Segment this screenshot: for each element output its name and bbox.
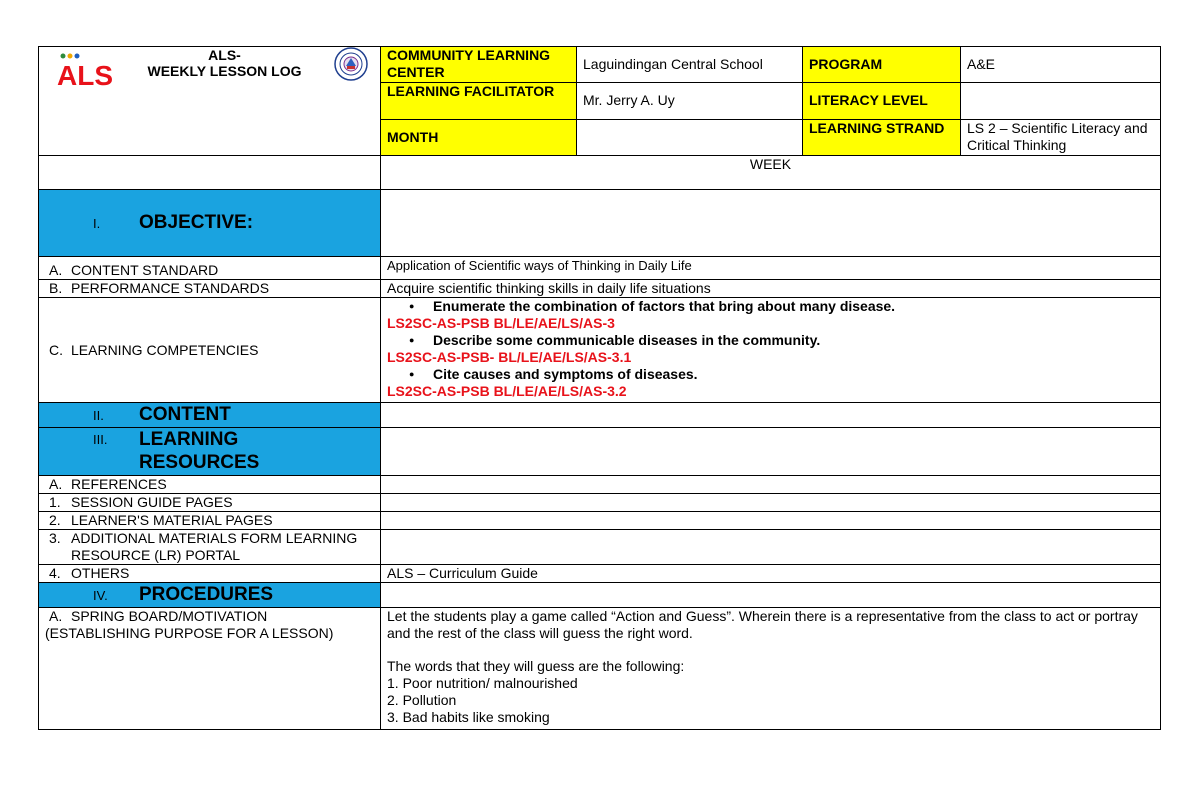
procedures-value (381, 583, 1161, 608)
literacy-level-value (961, 83, 1161, 119)
content-heading: II. CONTENT (39, 403, 381, 428)
objective-num: I. (93, 216, 101, 231)
activity-item-3: 3. Bad habits like smoking (387, 709, 550, 725)
content-standard-label: A. CONTENT STANDARD (39, 257, 381, 280)
session-guide-label: 1. SESSION GUIDE PAGES (39, 494, 381, 512)
others-label: 4. OTHERS (39, 565, 381, 583)
competency-3-code: LS2SC-AS-PSB BL/LE/AE/LS/AS-3.2 (387, 383, 627, 399)
clc-value: Laguindingan Central School (577, 47, 803, 83)
learning-strand-value: LS 2 – Scientific Literacy and Critical Thinking (961, 119, 1161, 155)
program-value: A&E (961, 47, 1161, 83)
clc-label: COMMUNITY LEARNING CENTER (381, 47, 577, 83)
deped-seal-icon (334, 47, 368, 81)
competency-3-text: ● Cite causes and symptoms of diseases. (387, 366, 1154, 383)
als-logo-text: ALS (57, 60, 113, 91)
facilitator-label: LEARNING FACILITATOR (381, 83, 577, 119)
literacy-level-label: LITERACY LEVEL (803, 83, 961, 119)
objective-heading (39, 190, 381, 257)
objective-value (381, 190, 1161, 257)
activity-intro: The words that they will guess are the following: (387, 658, 685, 674)
spring-board-value (381, 608, 1161, 730)
resources-value (381, 428, 1161, 476)
learning-competencies-label: C. LEARNING COMPETENCIES (39, 298, 381, 403)
others-value: ALS – Curriculum Guide (381, 565, 1161, 583)
resources-heading: III. LEARNING RESOURCES (39, 428, 381, 476)
performance-standards-label: B. PERFORMANCE STANDARDS (39, 280, 381, 298)
week-label: WEEK (381, 156, 1161, 190)
learner-material-label: 2. LEARNER'S MATERIAL PAGES (39, 512, 381, 530)
header-logo-cell (39, 47, 381, 156)
performance-standards-value: Acquire scientific thinking skills in daily life situations (381, 280, 1161, 298)
procedures-heading: IV. PROCEDURES (39, 583, 381, 608)
log-title-line1: ALS- (208, 47, 241, 63)
lesson-log-table (38, 46, 1161, 730)
competency-2-text: ● Describe some communicable diseases in the community. (387, 332, 1154, 349)
activity-item-1: 1. Poor nutrition/ malnourished (387, 675, 578, 691)
als-logo-icon (57, 53, 113, 91)
objective-title: OBJECTIVE: (139, 212, 254, 233)
activity-item-2: 2. Pollution (387, 692, 457, 708)
facilitator-value: Mr. Jerry A. Uy (577, 83, 803, 119)
learning-strand-label: LEARNING STRAND (803, 119, 961, 155)
log-title-line2: WEEKLY LESSON LOG (147, 63, 302, 79)
program-label: PROGRAM (803, 47, 961, 83)
spring-board-label: A. SPRING BOARD/MOTIVATION (ESTABLISHING PURPOSE FOR A LESSON) (39, 608, 381, 730)
lesson-log-sheet (38, 46, 1160, 730)
references-label: A. REFERENCES (39, 476, 381, 494)
month-label: MONTH (381, 119, 577, 155)
learning-competencies-value (381, 298, 1161, 403)
competency-1-code: LS2SC-AS-PSB BL/LE/AE/LS/AS-3 (387, 315, 615, 331)
blank-cell (39, 156, 381, 190)
content-value (381, 403, 1161, 428)
competency-1-text: ● Enumerate the combination of factors that bring about many disease. (387, 298, 1154, 315)
log-title (109, 47, 340, 79)
additional-materials-label: 3. ADDITIONAL MATERIALS FORM LEARNING RESOURCE (LR) PORTAL (39, 530, 381, 565)
activity-paragraph: Let the students play a game called “Action and Guess”. Wherein there is a representative from the class to act or portray and the rest of the class will guess the right word. (387, 608, 1138, 641)
content-standard-value: Application of Scientific ways of Thinking in Daily Life (381, 257, 1161, 280)
competency-2-code: LS2SC-AS-PSB- BL/LE/AE/LS/AS-3.1 (387, 349, 632, 365)
month-value (577, 119, 803, 155)
